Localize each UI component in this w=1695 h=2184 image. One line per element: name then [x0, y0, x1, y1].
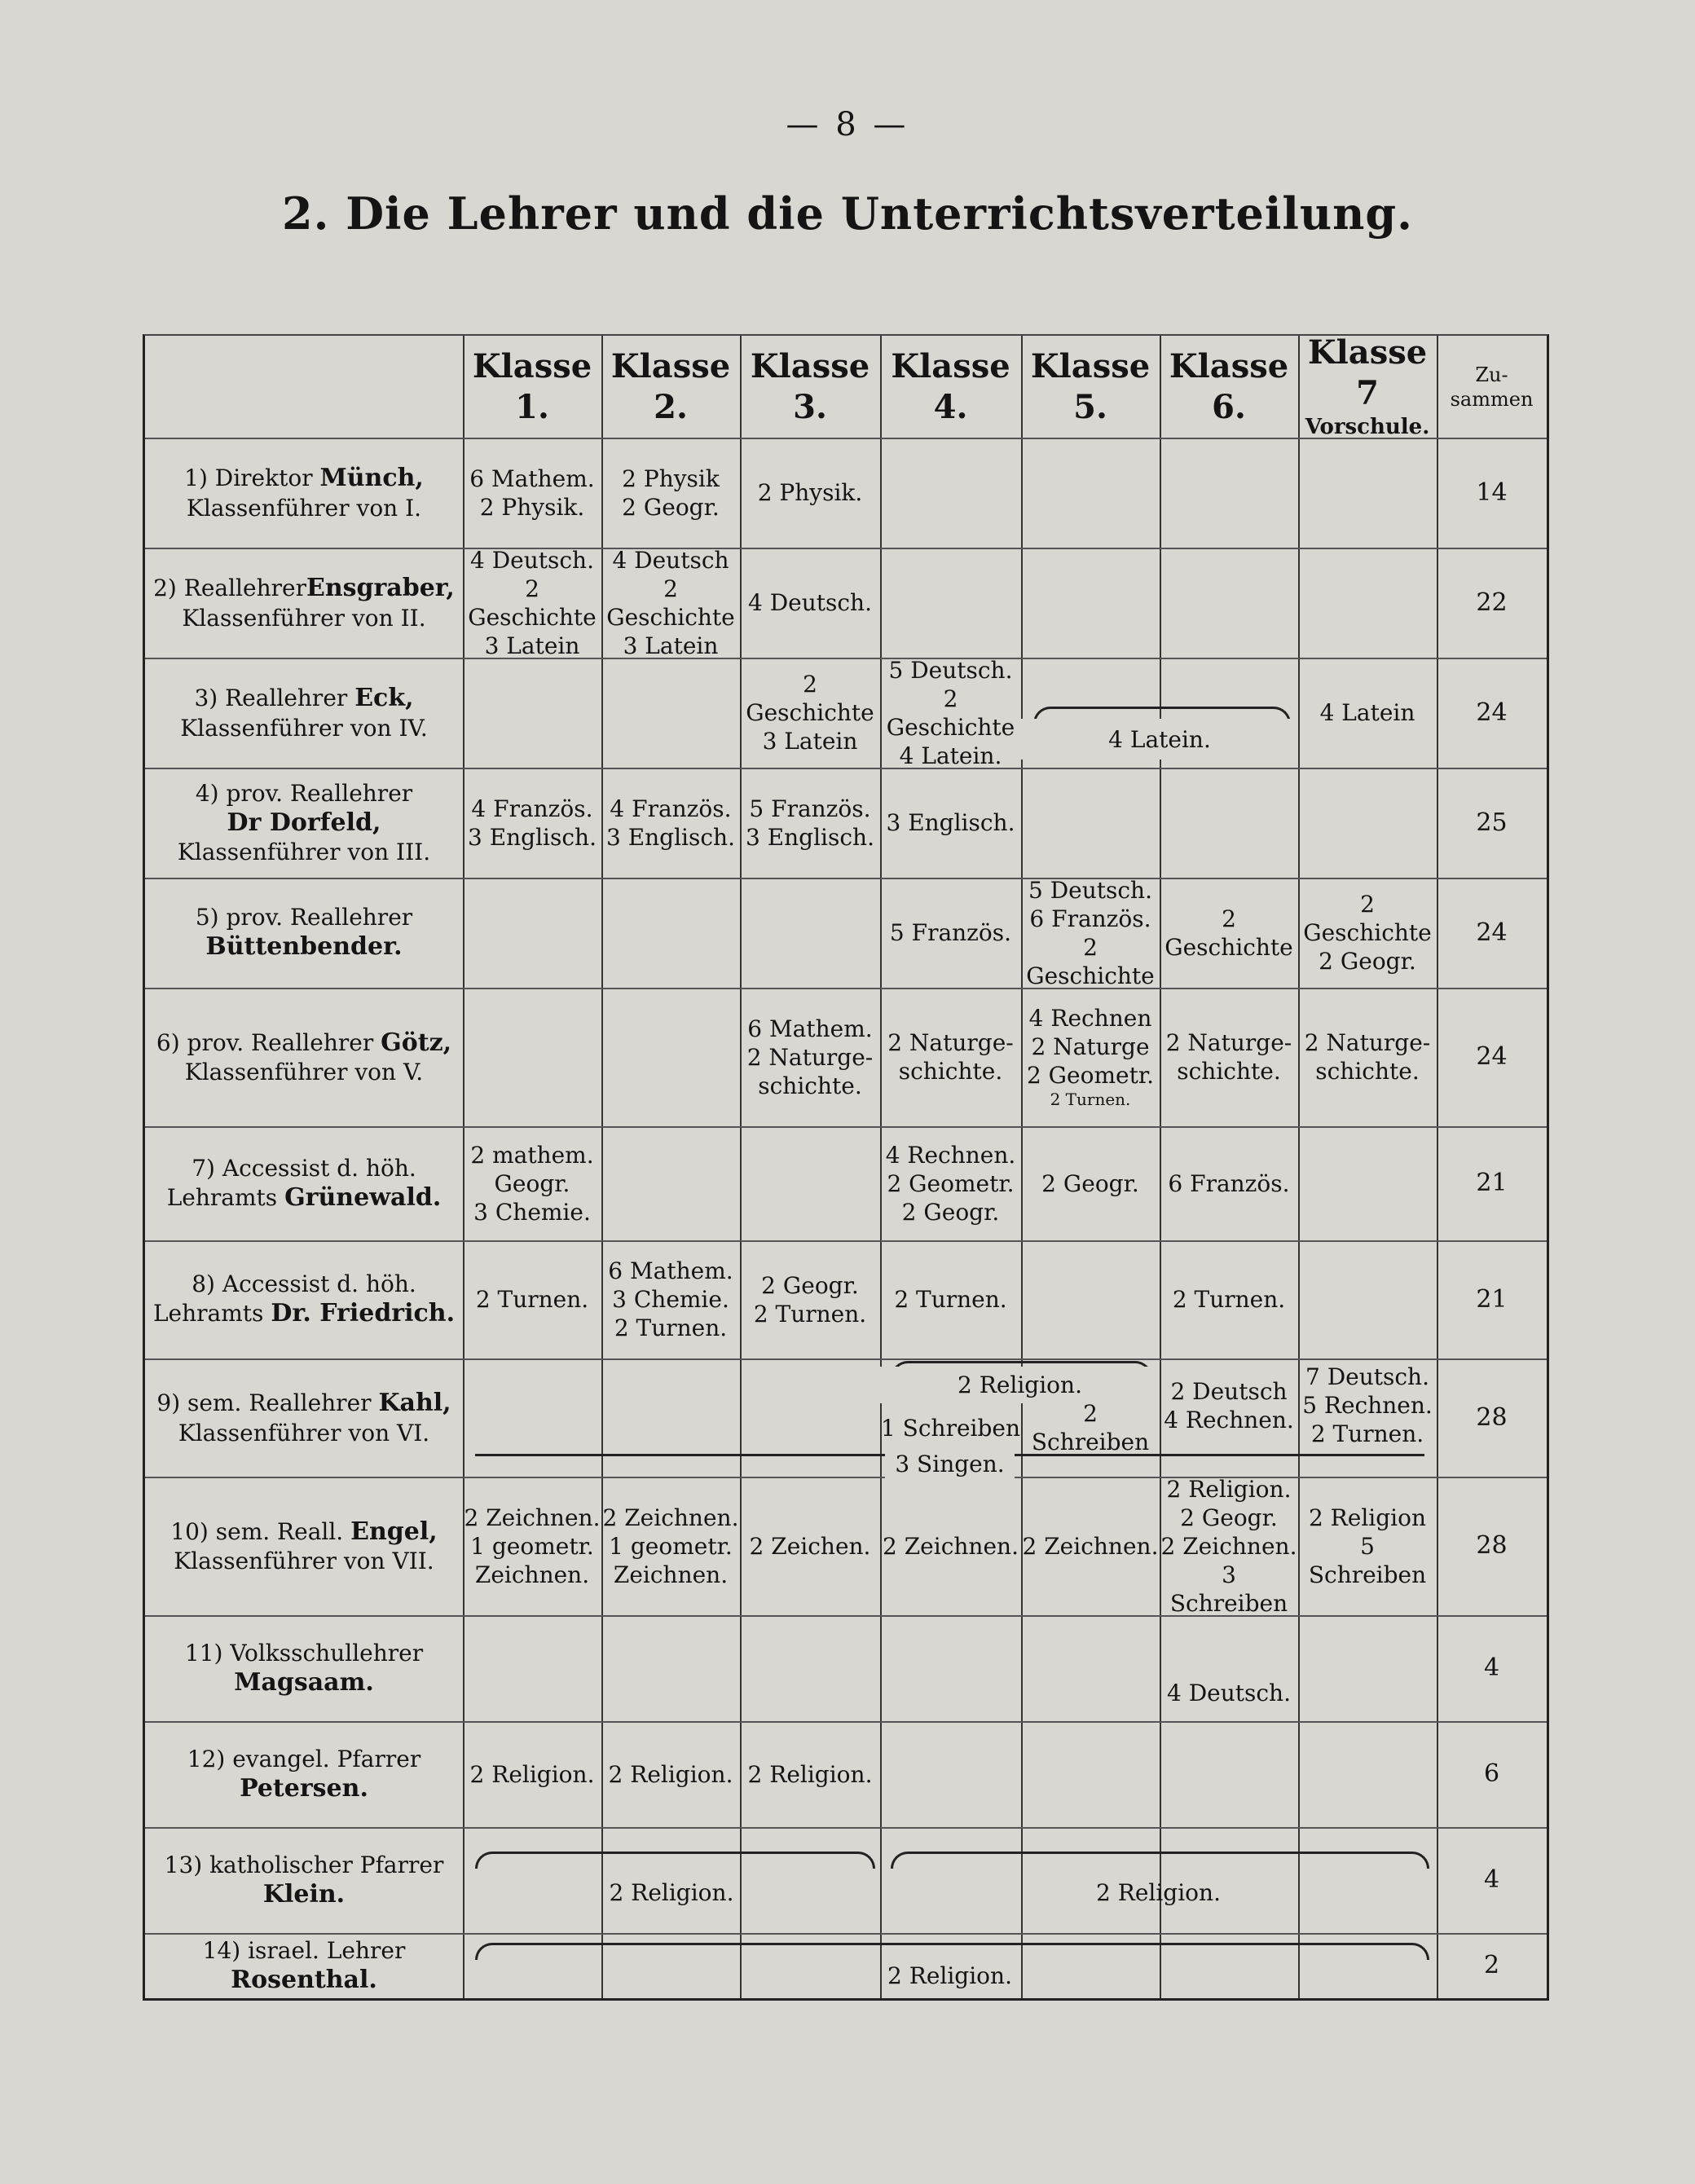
- brace-13-k1-k3: [475, 1852, 875, 1869]
- total-3: 24: [1476, 698, 1508, 727]
- cell-6-k4: 2 Naturge- schichte.: [887, 1029, 1014, 1085]
- cell-3-k4: 5 Deutsch. 2 Geschichte 4 Latein.: [886, 656, 1015, 769]
- teacher-12: 12) evangel. Pfarrer Petersen.: [187, 1745, 421, 1803]
- cell-12-k2: 2 Religion.: [608, 1760, 733, 1788]
- total-8: 21: [1476, 1284, 1508, 1314]
- cell-3-k3: 2 Geschichte 3 Latein: [746, 671, 874, 755]
- total-10: 28: [1476, 1531, 1508, 1561]
- header-klasse-4: Klasse 4.: [891, 346, 1010, 426]
- cell-9-all: 3 Singen.: [463, 1451, 1437, 1477]
- cell-5-k7: 2 Geschichte 2 Geogr.: [1303, 891, 1432, 975]
- cell-6-k3: 6 Mathem. 2 Naturge- schichte.: [746, 1015, 874, 1099]
- header-klasse-6: Klasse 6.: [1169, 346, 1289, 426]
- cell-9-k7: 7 Deutsch. 5 Rechnen. 2 Turnen.: [1302, 1363, 1433, 1447]
- cell-9-k4-k5: 2 Religion.: [880, 1367, 1160, 1403]
- total-14: 2: [1483, 1951, 1500, 1980]
- cell-7-k5: 2 Geogr.: [1041, 1169, 1139, 1197]
- cell-2-k3: 4 Deutsch.: [747, 589, 872, 616]
- teacher-7: 7) Accessist d. höh. Lehramts Grünewald.: [166, 1154, 442, 1212]
- cell-3-k5-k6: 4 Latein.: [1021, 719, 1298, 760]
- cell-6-k7: 2 Naturge- schichte.: [1304, 1029, 1431, 1085]
- cell-7-k4: 4 Rechnen. 2 Geometr. 2 Geogr.: [885, 1141, 1016, 1226]
- cell-14-all: 2 Religion.: [887, 1962, 1012, 1989]
- total-2: 22: [1476, 588, 1508, 617]
- cell-9-k4: 1 Schreiben: [880, 1414, 1021, 1442]
- teacher-4: 4) prov. Reallehrer Dr Dorfeld, Klassenführer von III.: [177, 779, 431, 866]
- cell-8-k4: 2 Turnen.: [894, 1286, 1007, 1313]
- teacher-14: 14) israel. Lehrer Rosenthal.: [202, 1936, 406, 1994]
- cell-5-k6: 2 Geschichte: [1164, 905, 1293, 961]
- cell-10-k7: 2 Religion 5 Schreiben: [1308, 1504, 1427, 1588]
- cell-4-k2: 4 Französ. 3 Englisch.: [605, 795, 735, 851]
- total-12: 6: [1483, 1759, 1500, 1789]
- header-klasse-3: Klasse 3.: [750, 346, 870, 426]
- cell-2-k2: 4 Deutsch 2 Geschichte 3 Latein: [606, 546, 735, 659]
- cell-1-k3: 2 Physik.: [757, 479, 863, 506]
- teacher-3: 3) Reallehrer Eck, Klassenführer von IV.: [180, 684, 428, 742]
- cell-10-k4: 2 Zeichnen.: [883, 1532, 1019, 1560]
- cell-6-k5: 4 Rechnen 2 Naturge 2 Geometr. 2 Turnen.: [1026, 1005, 1155, 1109]
- cell-8-k2: 6 Mathem. 3 Chemie. 2 Turnen.: [608, 1257, 733, 1341]
- cell-13-k4-k7: 2 Religion.: [1096, 1878, 1221, 1906]
- header-klasse-2: Klasse 2.: [610, 346, 731, 426]
- total-1: 14: [1476, 478, 1508, 507]
- header-zusammen: Zu- sammen: [1450, 363, 1534, 411]
- cell-2-k1: 4 Deutsch. 2 Geschichte 3 Latein: [468, 546, 597, 659]
- page-number: — 8 —: [786, 106, 909, 143]
- cell-13-k1-k3: 2 Religion.: [609, 1878, 734, 1906]
- page-title: 2. Die Lehrer und die Unterrichtsverteilung.: [282, 187, 1413, 240]
- brace-13-k4-k7: [891, 1852, 1429, 1869]
- teacher-8: 8) Accessist d. höh. Lehramts Dr. Friedrich.: [152, 1270, 456, 1328]
- cell-4-k1: 4 Französ. 3 Englisch.: [467, 795, 597, 851]
- cell-8-k3: 2 Geogr. 2 Turnen.: [753, 1271, 867, 1328]
- cell-1-k2: 2 Physik 2 Geogr.: [622, 465, 720, 521]
- cell-9-k6: 2 Deutsch 4 Rechnen.: [1164, 1377, 1294, 1433]
- total-5: 24: [1476, 918, 1508, 947]
- teacher-10: 10) sem. Reall. Engel, Klassenführer von VII.: [170, 1517, 438, 1575]
- cell-6-k6: 2 Naturge- schichte.: [1165, 1029, 1292, 1085]
- cell-10-k6: 2 Religion. 2 Geogr. 2 Zeichnen. 3 Schreiben: [1160, 1475, 1297, 1617]
- cell-9-k5: 2 Schreiben: [1031, 1400, 1150, 1455]
- teacher-9: 9) sem. Reallehrer Kahl, Klassenführer von VI.: [156, 1389, 451, 1446]
- cell-11-k6: 4 Deutsch.: [1166, 1679, 1291, 1706]
- teacher-2: 2) ReallehrerEnsgraber, Klassenführer von II.: [153, 574, 455, 632]
- cell-3-k7: 4 Latein: [1319, 699, 1415, 726]
- cell-1-k1: 6 Mathem. 2 Physik.: [469, 465, 595, 521]
- total-7: 21: [1476, 1169, 1508, 1198]
- cell-10-k2: 2 Zeichnen. 1 geometr. Zeichnen.: [602, 1504, 739, 1588]
- cell-8-k1: 2 Turnen.: [475, 1286, 589, 1313]
- cell-5-k5: 5 Deutsch. 6 Französ. 2 Geschichte: [1026, 876, 1155, 989]
- cell-12-k1: 2 Religion.: [469, 1760, 595, 1788]
- cell-5-k4: 5 Französ.: [889, 919, 1012, 946]
- header-klasse-1: Klasse 1.: [472, 346, 592, 426]
- cell-7-k1: 2 mathem. Geogr. 3 Chemie.: [470, 1141, 594, 1226]
- header-klasse-7: Klasse 7 Vorschule.: [1305, 333, 1430, 440]
- total-6: 24: [1476, 1042, 1508, 1072]
- total-13: 4: [1483, 1865, 1500, 1895]
- total-9: 28: [1476, 1402, 1508, 1432]
- teacher-6: 6) prov. Reallehrer Götz, Klassenführer von V.: [156, 1028, 452, 1086]
- teacher-1: 1) Direktor Münch, Klassenführer von I.: [184, 464, 424, 522]
- total-4: 25: [1476, 808, 1508, 837]
- cell-10-k5: 2 Zeichnen.: [1022, 1532, 1159, 1560]
- cell-12-k3: 2 Religion.: [747, 1760, 873, 1788]
- cell-4-k4: 3 Englisch.: [886, 809, 1015, 836]
- teacher-11: 11) Volksschullehrer Magsaam.: [184, 1639, 424, 1697]
- cell-4-k3: 5 Französ. 3 Englisch.: [745, 795, 874, 851]
- total-11: 4: [1483, 1653, 1500, 1683]
- cell-10-k1: 2 Zeichnen. 1 geometr. Zeichnen.: [464, 1504, 601, 1588]
- schedule-table: [143, 334, 1549, 2001]
- cell-8-k6: 2 Turnen.: [1172, 1286, 1286, 1313]
- teacher-13: 13) katholischer Pfarrer Klein.: [164, 1851, 444, 1909]
- cell-7-k6: 6 Französ.: [1168, 1169, 1290, 1197]
- header-klasse-5: Klasse 5.: [1030, 346, 1151, 426]
- teacher-5: 5) prov. Reallehrer Büttenbender.: [195, 904, 413, 962]
- cell-10-k3: 2 Zeichen.: [749, 1532, 871, 1560]
